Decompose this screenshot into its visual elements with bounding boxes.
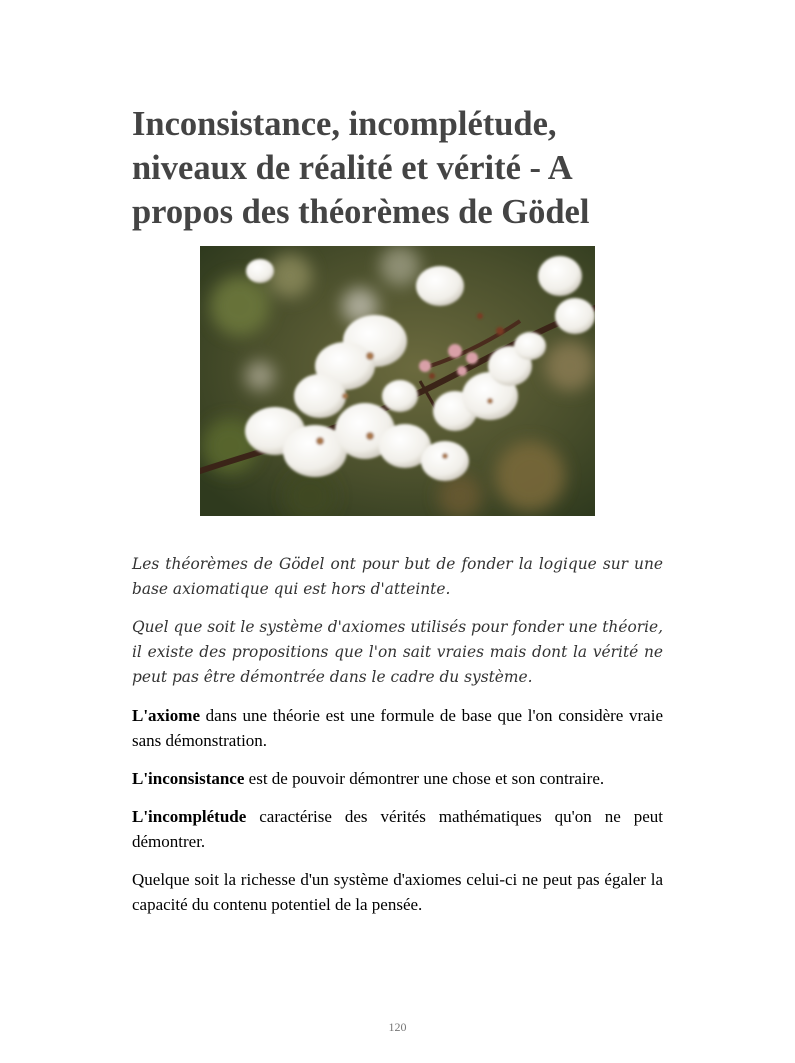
term-inconsistance: L'inconsistance — [132, 769, 245, 788]
paragraph-5 — [132, 804, 663, 854]
paragraph-4 — [132, 766, 663, 791]
body-text — [132, 552, 663, 930]
paragraph-2: Quel que soit le système d'axiomes utilisés pour fonder une théorie, il existe des propositions que l'on sait vraies mais dont la vérité ne peut pas être démontrée dans le cadre du système. — [132, 618, 663, 686]
paragraph-4-text: est de pouvoir démontrer une chose et son contraire. — [244, 769, 605, 788]
paragraph-1: Les théorèmes de Gödel ont pour but de fonder la logique sur une base axiomatique qui est hors d'atteinte. — [132, 555, 663, 598]
cherry-blossom-photo — [200, 246, 595, 516]
page-number: 120 — [388, 1020, 407, 1034]
title-line-1: Inconsistance, incomplétude, — [132, 105, 557, 143]
paragraph-3 — [132, 703, 663, 753]
term-incompletude: L'incomplétude — [132, 807, 247, 826]
paragraph-3-text: dans une théorie est une formule de base que l'on considère vraie sans démonstration. — [132, 706, 663, 750]
title-line-2: niveaux de réalité et vérité - A — [132, 149, 573, 187]
title-line-3: propos des théorèmes de Gödel — [132, 193, 590, 231]
document-title — [132, 102, 672, 234]
term-axiome: L'axiome — [132, 706, 200, 725]
paragraph-6: Quelque soit la richesse d'un système d'axiomes celui-ci ne peut pas égaler la capacité du contenu potentiel de la pensée. — [132, 870, 663, 914]
paragraph-5-text: caractérise des vérités mathématiques qu'on ne peut démontrer. — [132, 807, 663, 851]
